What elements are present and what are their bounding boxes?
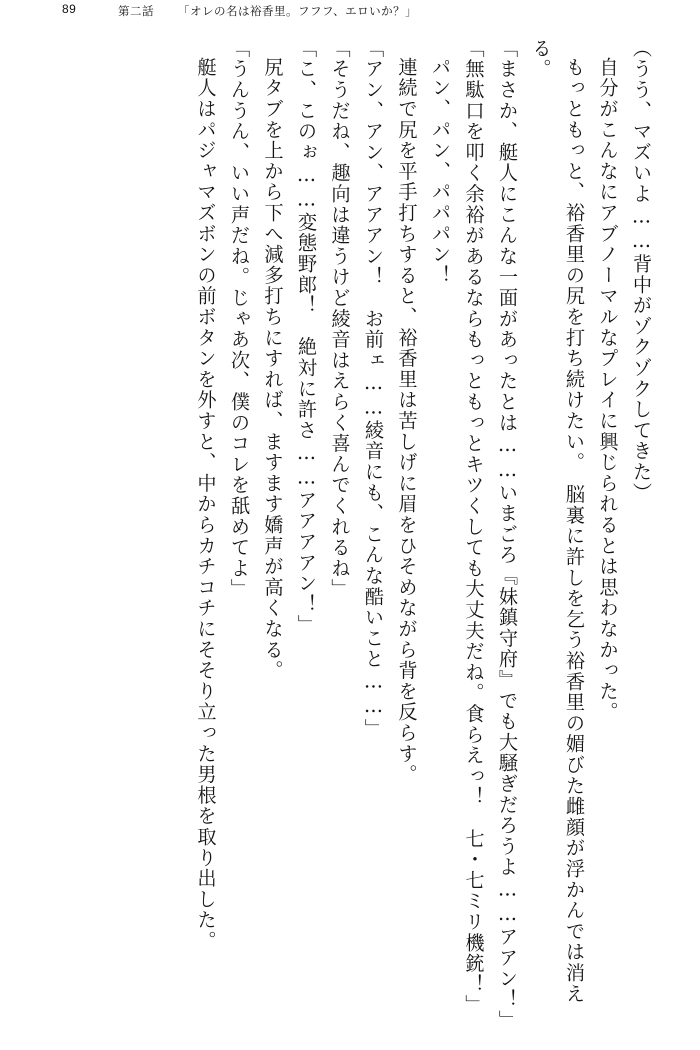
chapter-label: 第二話 xyxy=(118,6,154,18)
chapter-title: 「オレの名は裕香里。フフフ、エロいか？」 xyxy=(178,6,418,18)
paragraph: 自分がこんなにアブノーマルなプレイに興じられるとは思わなかった。 xyxy=(596,57,620,723)
paragraph: 「まさか、艇人にこんな一面があったとは……いまごろ『妹鎮守府』でも大騒ぎだろうよ……アアン！」 xyxy=(496,38,519,1031)
paragraph: 連続で尻を平手打ちすると、裕香里は苦しげに眉をひそめながら背を反らす。 xyxy=(395,57,419,786)
paragraph: 「こ、このぉ……変態野郎！ 絶対に許さ……アアアアン！」 xyxy=(295,38,318,636)
paragraph: 「無駄口を叩く余裕があるならもっともっとキツくしても大丈夫だね。食らえっ！ 七・七ミリ機銃！」 xyxy=(462,38,486,1016)
paragraph: パン、パン、パパパン！ xyxy=(429,57,452,286)
paragraph: 艇人はパジャマズボンの前ボタンを外すと、中からカチコチにそそり立った男根を取り出した。 xyxy=(194,57,218,952)
paragraph: 「うんうん、いい声だね。じゃあ次、僕のコレを舐めてよ」 xyxy=(228,38,251,600)
paragraph: 「アン、アン、アアアン！ お前ェ……綾音にも、こんな酷いこと……」 xyxy=(362,38,385,740)
paragraph: 「そうだね、趣向は違うけど綾音はえらく喜んでくれるね」 xyxy=(328,38,352,600)
page-number: 89 xyxy=(62,2,77,16)
vertical-text-block xyxy=(46,38,658,1031)
paragraph: （うう、マズいよ……背中がゾクゾクしてきた） xyxy=(630,38,653,504)
page-body xyxy=(46,38,658,1031)
running-header xyxy=(0,0,700,26)
paragraph: もっともっと、裕香里の尻を打ち続けたい。 脳裏に許しを乞う裕香里の媚びた雌顔が浮かんでは消える。 xyxy=(529,38,586,1005)
paragraph: 尻タブを上から下へ減多打ちにすれば、ますます嬌声が高くなる。 xyxy=(261,57,285,682)
